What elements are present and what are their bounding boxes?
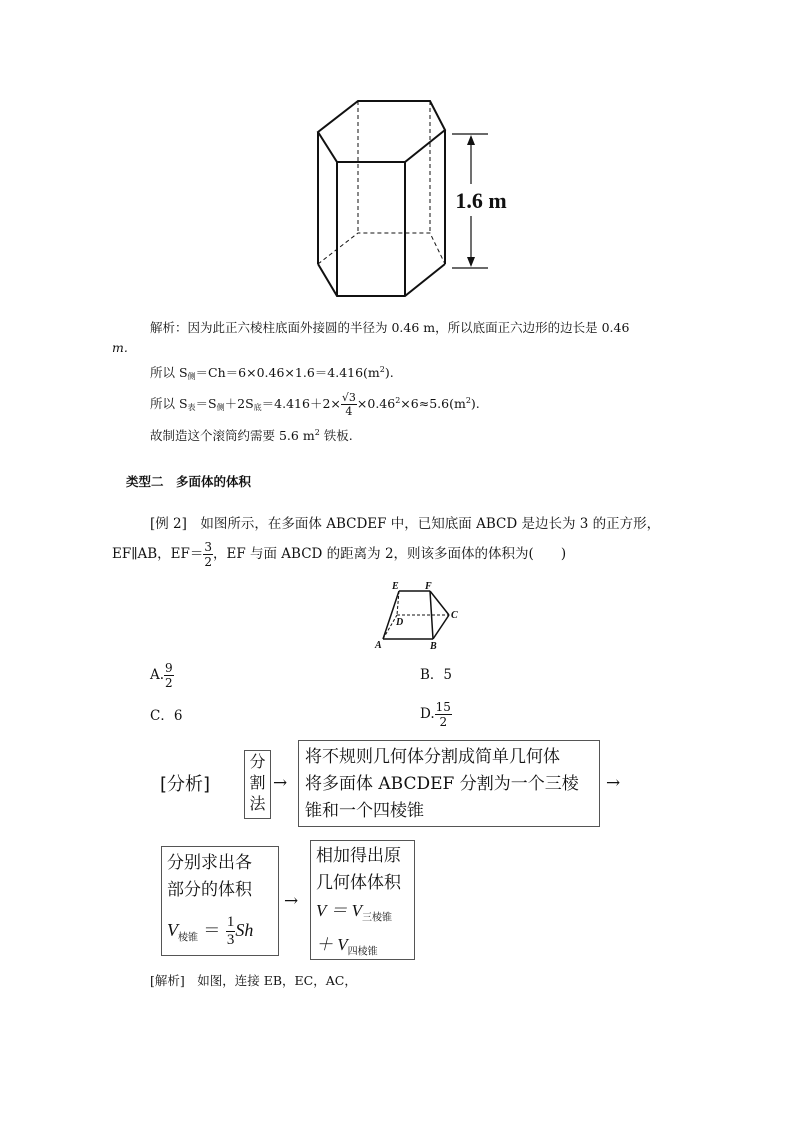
solution1-line4: 故制造这个滚筒约需要 5.6 $m^2$ 铁板. <box>150 428 353 443</box>
step1-line3: 锥和一个四棱锥 <box>305 801 424 821</box>
polyhedron-figure <box>370 578 470 652</box>
hexagonal-prism-figure <box>300 92 540 307</box>
solution1-line2: 所以 $S_侧=Ch=6\times 0.46\times 1.6=4.416(m^2)$. <box>150 365 394 381</box>
step2-line2: 部分的体积 <box>167 880 252 900</box>
method-char-2: 割 <box>249 773 266 792</box>
solution1-line3: 所以 $S_表=S_侧+2S_底=4.416+2\times$ $\frac{√3}{4}$ $\times 0.46^2\times 6\approx 5.6(m^2)$. <box>150 391 480 418</box>
step2-line1: 分别求出各 <box>167 853 252 873</box>
solution1-line1: 解析：因为此正六棱柱底面外接圆的半径为 0.46 m，所以底面正六边形的边长是 0.46 <box>150 320 630 335</box>
option-a[interactable]: A. $\frac{9}{2}$ <box>150 661 173 690</box>
method-box <box>244 750 271 819</box>
vertex-label-d: D <box>396 617 404 628</box>
step1-line2: 将多面体 ABCDEF 分割为一个三棱 <box>305 774 579 794</box>
example2-line2: EF∥AB，EF＝ $\frac{3}{2}$ ，EF 与面 ABCD 的距离为 2，则该多面体的体积为( ) <box>112 540 567 569</box>
vertex-label-b: B <box>430 641 437 652</box>
step3-formula2: ＋ $V_{四棱锥}$ <box>316 935 378 958</box>
example2-line1: [例 2] 如图所示，在多面体 ABCDEF 中，已知底面 ABCD 是边长为 3 的正方形， <box>150 516 661 532</box>
height-label: 1.6 m <box>455 188 507 213</box>
solution2-label: [解析] <box>150 973 185 988</box>
step2-box <box>161 846 279 956</box>
step2-formula: $V_{棱锥}$ ＝ $\frac{1}{3}$ Sh <box>167 914 254 948</box>
option-c[interactable]: C．6 <box>150 708 183 724</box>
arrow-2: → <box>606 773 621 793</box>
method-char-1: 分 <box>249 752 266 771</box>
vertex-label-f: F <box>425 581 432 592</box>
vertex-label-c: C <box>451 610 458 621</box>
vertex-label-a: A <box>375 640 382 651</box>
solution1-line1b: m. <box>112 340 128 355</box>
solution2-line <box>150 972 357 990</box>
option-b[interactable]: B．5 <box>420 667 453 683</box>
method-char-3: 法 <box>249 794 266 813</box>
step1-box <box>298 740 600 827</box>
arrow-3: → <box>284 891 299 911</box>
vertex-label-e: E <box>392 581 399 592</box>
step3-line1: 相加得出原 <box>316 846 401 866</box>
section-heading: 类型二 多面体的体积 <box>126 474 252 489</box>
arrow-1: → <box>273 773 288 793</box>
step3-line2: 几何体体积 <box>316 873 401 893</box>
step1-line1: 将不规则几何体分割成简单几何体 <box>305 747 560 767</box>
step3-box <box>310 840 415 960</box>
option-d[interactable]: D. $\frac{15}{2}$ <box>420 700 451 729</box>
step3-formula1: $V = V_{三棱锥}$ <box>316 901 392 924</box>
solution2-text: 如图，连接 EB，EC，AC， <box>184 973 357 988</box>
analysis-label: [分析] <box>160 774 211 795</box>
